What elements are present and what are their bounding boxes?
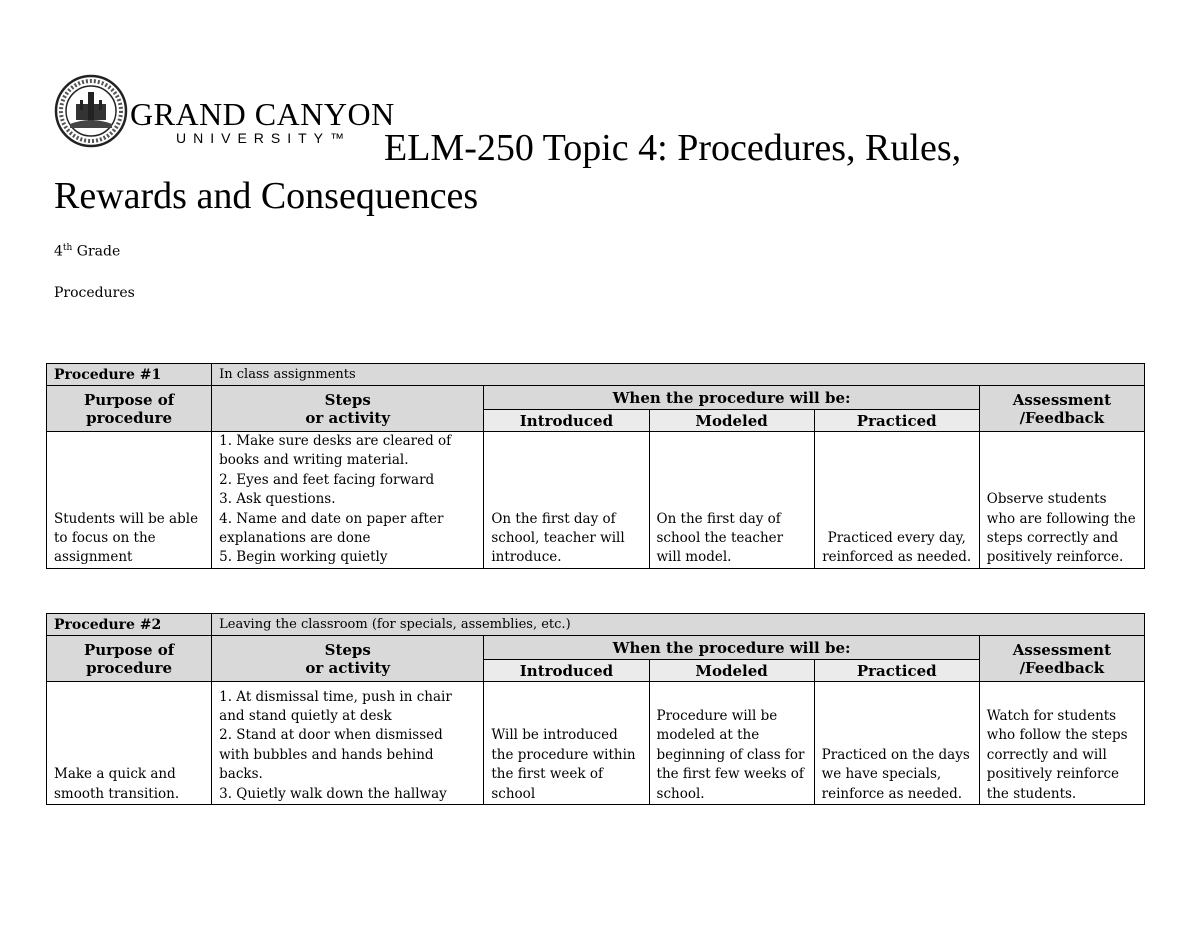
purpose-header: Purpose of procedure xyxy=(47,636,212,682)
page-title-line-1: ELM-250 Topic 4: Procedures, Rules, xyxy=(384,127,962,169)
section-heading: Procedures xyxy=(54,285,135,301)
practiced-header: Practiced xyxy=(814,410,979,432)
steps-cell: 1. Make sure desks are cleared of books and writing material. 2. Eyes and feet facing forward 3. Ask questions. 4. Name and date on paper after explanations are done 5. Begin working quietly xyxy=(212,432,484,569)
steps-header: Steps or activity xyxy=(212,636,484,682)
purpose-cell: Make a quick and smooth transition. xyxy=(47,682,212,805)
introduced-cell: Will be introduced the procedure within the first week of school xyxy=(484,682,649,805)
procedure-detail-row xyxy=(47,432,1145,569)
assessment-header: Assessment /Feedback xyxy=(979,636,1144,682)
introduced-header: Introduced xyxy=(484,410,649,432)
purpose-header: Purpose of procedure xyxy=(47,386,212,432)
grade-suffix: th xyxy=(62,243,73,253)
modeled-cell: Procedure will be modeled at the beginning of class for the first few weeks of school. xyxy=(649,682,814,805)
brand-name: GRAND CANYON xyxy=(130,96,395,132)
practiced-cell: Practiced on the days we have specials, reinforce as needed. xyxy=(814,682,979,805)
assessment-cell: Observe students who are following the steps correctly and positively reinforce. xyxy=(979,432,1144,569)
page-title-line-2: Rewards and Consequences xyxy=(54,175,479,217)
procedure-number: Procedure #2 xyxy=(47,614,212,636)
brand-subtitle: UNIVERSITY™ xyxy=(176,130,352,146)
steps-header: Steps or activity xyxy=(212,386,484,432)
assessment-cell: Watch for students who follow the steps correctly and will positively reinforce the students. xyxy=(979,682,1144,805)
procedure-table-2 xyxy=(46,613,1145,805)
procedure-header-row xyxy=(47,364,1145,386)
practiced-header: Practiced xyxy=(814,660,979,682)
modeled-cell: On the first day of school the teacher will model. xyxy=(649,432,814,569)
assessment-header: Assessment /Feedback xyxy=(979,386,1144,432)
grade-word: Grade xyxy=(76,243,121,260)
gcu-logo xyxy=(54,74,395,146)
when-header: When the procedure will be: xyxy=(484,636,979,660)
when-header: When the procedure will be: xyxy=(484,386,979,410)
procedure-number: Procedure #1 xyxy=(47,364,212,386)
modeled-header: Modeled xyxy=(649,660,814,682)
purpose-cell: Students will be able to focus on the assignment xyxy=(47,432,212,569)
steps-cell: 1. At dismissal time, push in chair and stand quietly at desk 2. Stand at door when dismissed with bubbles and hands behind backs. 3. Quietly walk down the hallway xyxy=(212,682,484,805)
modeled-header: Modeled xyxy=(649,410,814,432)
introduced-header: Introduced xyxy=(484,660,649,682)
procedure-header-row xyxy=(47,614,1145,636)
procedure-detail-row xyxy=(47,682,1145,805)
procedure-table-1 xyxy=(46,363,1145,569)
grade-number: 4 xyxy=(54,243,63,260)
grade-label xyxy=(54,243,120,260)
introduced-cell: On the first day of school, teacher will introduce. xyxy=(484,432,649,569)
procedure-name: Leaving the classroom (for specials, assemblies, etc.) xyxy=(212,614,1145,636)
practiced-cell: Practiced every day, reinforced as needed. xyxy=(814,432,979,569)
procedure-name: In class assignments xyxy=(212,364,1145,386)
university-seal-icon xyxy=(54,74,128,148)
